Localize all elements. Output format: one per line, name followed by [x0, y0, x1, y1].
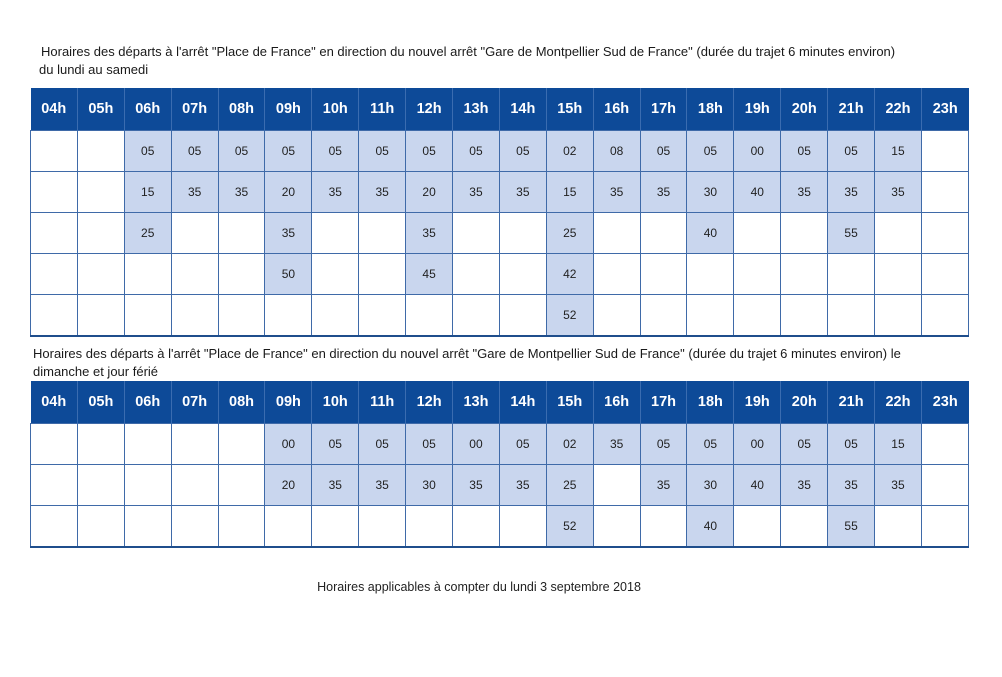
departure-minute-cell — [124, 424, 171, 465]
departure-minute-cell — [921, 172, 968, 213]
departure-minute-cell — [31, 424, 78, 465]
departure-minute-cell — [781, 295, 828, 337]
hour-header: 20h — [781, 381, 828, 424]
departure-minute-cell: 35 — [359, 465, 406, 506]
departure-minute-cell — [31, 295, 78, 337]
departure-minute-cell — [124, 506, 171, 548]
weekday-caption — [41, 43, 971, 79]
table-row — [31, 254, 969, 295]
hours-header-row — [31, 88, 969, 131]
departure-minute-cell: 15 — [875, 131, 922, 172]
departure-minute-cell — [124, 295, 171, 337]
departure-minute-cell: 05 — [218, 131, 265, 172]
departure-minute-cell: 35 — [781, 465, 828, 506]
hour-header: 12h — [406, 381, 453, 424]
hour-header: 19h — [734, 381, 781, 424]
departure-minute-cell: 35 — [265, 213, 312, 254]
departure-minute-cell: 02 — [546, 424, 593, 465]
hour-header: 15h — [546, 381, 593, 424]
hour-header: 21h — [828, 381, 875, 424]
departure-minute-cell — [453, 295, 500, 337]
departure-minute-cell: 05 — [453, 131, 500, 172]
hour-header: 20h — [781, 88, 828, 131]
departure-minute-cell: 35 — [828, 172, 875, 213]
departure-minute-cell — [406, 506, 453, 548]
weekday-caption-line2: du lundi au samedi — [39, 62, 149, 77]
departure-minute-cell: 35 — [406, 213, 453, 254]
departure-minute-cell — [31, 254, 78, 295]
departure-minute-cell: 40 — [734, 172, 781, 213]
departure-minute-cell: 20 — [265, 465, 312, 506]
departure-minute-cell: 35 — [875, 465, 922, 506]
hour-header: 05h — [77, 88, 124, 131]
departure-minute-cell: 00 — [265, 424, 312, 465]
hour-header: 14h — [499, 88, 546, 131]
table-row — [31, 506, 969, 548]
hour-header: 13h — [453, 88, 500, 131]
departure-minute-cell — [31, 213, 78, 254]
departure-minute-cell — [453, 506, 500, 548]
departure-minute-cell: 25 — [546, 213, 593, 254]
hour-header: 07h — [171, 88, 218, 131]
departure-minute-cell — [312, 254, 359, 295]
departure-minute-cell: 35 — [171, 172, 218, 213]
departure-minute-cell — [359, 295, 406, 337]
departure-minute-cell: 15 — [875, 424, 922, 465]
departure-minute-cell: 00 — [734, 424, 781, 465]
departure-minute-cell — [77, 465, 124, 506]
hour-header: 21h — [828, 88, 875, 131]
departure-minute-cell — [218, 465, 265, 506]
departure-minute-cell: 35 — [828, 465, 875, 506]
departure-minute-cell — [359, 213, 406, 254]
departure-minute-cell — [593, 506, 640, 548]
hour-header: 19h — [734, 88, 781, 131]
weekday-caption-line1: Horaires des départs à l'arrêt "Place de France" en direction du nouvel arrêt "Gare de Montpellier Sud de France" (durée du trajet 6 minutes environ) — [41, 44, 896, 59]
departure-minute-cell — [499, 213, 546, 254]
departure-minute-cell: 05 — [359, 424, 406, 465]
departure-minute-cell — [77, 172, 124, 213]
departure-minute-cell — [499, 506, 546, 548]
departure-minute-cell — [640, 506, 687, 548]
validity-note: Horaires applicables à compter du lundi 3 septembre 2018 — [317, 580, 641, 594]
departure-minute-cell: 30 — [406, 465, 453, 506]
departure-minute-cell: 50 — [265, 254, 312, 295]
departure-minute-cell — [781, 506, 828, 548]
hour-header: 17h — [640, 88, 687, 131]
departure-minute-cell — [31, 506, 78, 548]
departure-minute-cell — [77, 295, 124, 337]
departure-minute-cell: 35 — [499, 172, 546, 213]
hour-header: 10h — [312, 381, 359, 424]
departure-minute-cell — [640, 254, 687, 295]
departure-minute-cell: 30 — [687, 465, 734, 506]
departure-minute-cell: 40 — [734, 465, 781, 506]
departure-minute-cell — [921, 213, 968, 254]
hour-header: 23h — [921, 88, 968, 131]
departure-minute-cell: 42 — [546, 254, 593, 295]
departure-minute-cell — [77, 254, 124, 295]
sunday-caption-line1: Horaires des départs à l'arrêt "Place de France" en direction du nouvel arrêt "Gare de Montpellier Sud de France" (durée du trajet 6 minutes environ) le — [33, 346, 901, 361]
departure-minute-cell — [77, 131, 124, 172]
hour-header: 23h — [921, 381, 968, 424]
departure-minute-cell — [265, 506, 312, 548]
departure-minute-cell: 05 — [687, 424, 734, 465]
hour-header: 05h — [77, 381, 124, 424]
departure-minute-cell: 35 — [781, 172, 828, 213]
departure-minute-cell — [640, 213, 687, 254]
departure-minute-cell — [640, 295, 687, 337]
departure-minute-cell — [734, 506, 781, 548]
departure-minute-cell — [687, 295, 734, 337]
departure-minute-cell — [31, 172, 78, 213]
departure-minute-cell: 05 — [499, 131, 546, 172]
departure-minute-cell — [312, 295, 359, 337]
departure-minute-cell — [828, 254, 875, 295]
departure-minute-cell: 05 — [781, 424, 828, 465]
departure-minute-cell: 35 — [640, 172, 687, 213]
hour-header: 16h — [593, 381, 640, 424]
departure-minute-cell — [593, 254, 640, 295]
departure-minute-cell — [453, 254, 500, 295]
departure-minute-cell: 05 — [828, 131, 875, 172]
departure-minute-cell: 35 — [312, 465, 359, 506]
hour-header: 13h — [453, 381, 500, 424]
departure-minute-cell — [593, 465, 640, 506]
sunday-caption — [33, 345, 978, 381]
hour-header: 09h — [265, 88, 312, 131]
departure-minute-cell: 35 — [875, 172, 922, 213]
departure-minute-cell: 20 — [265, 172, 312, 213]
departure-minute-cell — [171, 295, 218, 337]
departure-minute-cell — [875, 254, 922, 295]
departure-minute-cell — [921, 254, 968, 295]
table-row — [31, 213, 969, 254]
departure-minute-cell — [124, 254, 171, 295]
departure-minute-cell — [312, 506, 359, 548]
departure-minute-cell: 35 — [640, 465, 687, 506]
table-row — [31, 172, 969, 213]
departure-minute-cell: 05 — [312, 424, 359, 465]
table-row — [31, 465, 969, 506]
departure-minute-cell — [218, 254, 265, 295]
departure-minute-cell — [171, 424, 218, 465]
departure-minute-cell: 15 — [546, 172, 593, 213]
departure-minute-cell: 08 — [593, 131, 640, 172]
departure-minute-cell: 55 — [828, 213, 875, 254]
hour-header: 07h — [171, 381, 218, 424]
hour-header: 22h — [875, 381, 922, 424]
departure-minute-cell: 20 — [406, 172, 453, 213]
hour-header: 04h — [31, 88, 78, 131]
hour-header: 12h — [406, 88, 453, 131]
sunday-caption-line2: dimanche et jour férié — [33, 364, 159, 379]
departure-minute-cell: 40 — [687, 213, 734, 254]
departure-minute-cell: 35 — [499, 465, 546, 506]
departure-minute-cell: 35 — [312, 172, 359, 213]
departure-minute-cell — [828, 295, 875, 337]
departure-minute-cell: 00 — [453, 424, 500, 465]
departure-minute-cell — [687, 254, 734, 295]
departure-minute-cell — [359, 254, 406, 295]
hour-header: 04h — [31, 381, 78, 424]
departure-minute-cell — [875, 295, 922, 337]
departure-minute-cell — [312, 213, 359, 254]
hour-header: 11h — [359, 381, 406, 424]
departure-minute-cell: 05 — [359, 131, 406, 172]
departure-minute-cell: 05 — [781, 131, 828, 172]
departure-minute-cell — [734, 295, 781, 337]
hour-header: 18h — [687, 88, 734, 131]
departure-minute-cell: 05 — [406, 131, 453, 172]
hour-header: 10h — [312, 88, 359, 131]
departure-minute-cell — [359, 506, 406, 548]
departure-minute-cell — [171, 506, 218, 548]
departure-minute-cell: 05 — [640, 424, 687, 465]
departure-minute-cell: 35 — [593, 172, 640, 213]
weekday-timetable — [30, 88, 969, 337]
departure-minute-cell: 02 — [546, 131, 593, 172]
departure-minute-cell: 05 — [124, 131, 171, 172]
departure-minute-cell: 05 — [687, 131, 734, 172]
departure-minute-cell — [921, 506, 968, 548]
departure-minute-cell — [781, 254, 828, 295]
hour-header: 16h — [593, 88, 640, 131]
departure-minute-cell: 05 — [499, 424, 546, 465]
departure-minute-cell: 05 — [828, 424, 875, 465]
hour-header: 18h — [687, 381, 734, 424]
departure-minute-cell: 05 — [312, 131, 359, 172]
table-row — [31, 424, 969, 465]
departure-minute-cell: 05 — [406, 424, 453, 465]
departure-minute-cell — [218, 424, 265, 465]
departure-minute-cell — [875, 213, 922, 254]
departure-minute-cell — [31, 465, 78, 506]
departure-minute-cell: 05 — [640, 131, 687, 172]
departure-minute-cell: 25 — [124, 213, 171, 254]
departure-minute-cell: 05 — [171, 131, 218, 172]
departure-minute-cell — [875, 506, 922, 548]
hour-header: 09h — [265, 381, 312, 424]
departure-minute-cell — [921, 424, 968, 465]
departure-minute-cell — [734, 213, 781, 254]
hour-header: 14h — [499, 381, 546, 424]
departure-minute-cell — [171, 213, 218, 254]
hour-header: 08h — [218, 88, 265, 131]
departure-minute-cell — [31, 131, 78, 172]
table-row — [31, 131, 969, 172]
departure-minute-cell — [77, 506, 124, 548]
departure-minute-cell — [218, 295, 265, 337]
departure-minute-cell: 45 — [406, 254, 453, 295]
departure-minute-cell: 52 — [546, 506, 593, 548]
departure-minute-cell — [171, 254, 218, 295]
departure-minute-cell — [265, 295, 312, 337]
departure-minute-cell: 35 — [593, 424, 640, 465]
departure-minute-cell — [734, 254, 781, 295]
departure-minute-cell — [218, 506, 265, 548]
departure-minute-cell: 15 — [124, 172, 171, 213]
departure-minute-cell: 40 — [687, 506, 734, 548]
departure-minute-cell — [77, 424, 124, 465]
departure-minute-cell — [499, 254, 546, 295]
sunday-timetable — [30, 381, 969, 548]
departure-minute-cell — [499, 295, 546, 337]
hour-header: 06h — [124, 381, 171, 424]
departure-minute-cell — [218, 213, 265, 254]
departure-minute-cell — [453, 213, 500, 254]
departure-minute-cell: 35 — [218, 172, 265, 213]
hour-header: 11h — [359, 88, 406, 131]
departure-minute-cell — [406, 295, 453, 337]
departure-minute-cell: 25 — [546, 465, 593, 506]
hours-header-row — [31, 381, 969, 424]
departure-minute-cell — [921, 131, 968, 172]
departure-minute-cell: 35 — [453, 465, 500, 506]
hour-header: 08h — [218, 381, 265, 424]
hour-header: 06h — [124, 88, 171, 131]
hour-header: 17h — [640, 381, 687, 424]
departure-minute-cell: 35 — [359, 172, 406, 213]
departure-minute-cell — [171, 465, 218, 506]
departure-minute-cell — [593, 213, 640, 254]
departure-minute-cell: 52 — [546, 295, 593, 337]
departure-minute-cell — [124, 465, 171, 506]
departure-minute-cell — [593, 295, 640, 337]
departure-minute-cell — [921, 295, 968, 337]
hour-header: 15h — [546, 88, 593, 131]
departure-minute-cell: 00 — [734, 131, 781, 172]
departure-minute-cell: 30 — [687, 172, 734, 213]
departure-minute-cell — [781, 213, 828, 254]
departure-minute-cell — [77, 213, 124, 254]
departure-minute-cell: 05 — [265, 131, 312, 172]
departure-minute-cell — [921, 465, 968, 506]
departure-minute-cell: 55 — [828, 506, 875, 548]
hour-header: 22h — [875, 88, 922, 131]
table-row — [31, 295, 969, 337]
departure-minute-cell: 35 — [453, 172, 500, 213]
